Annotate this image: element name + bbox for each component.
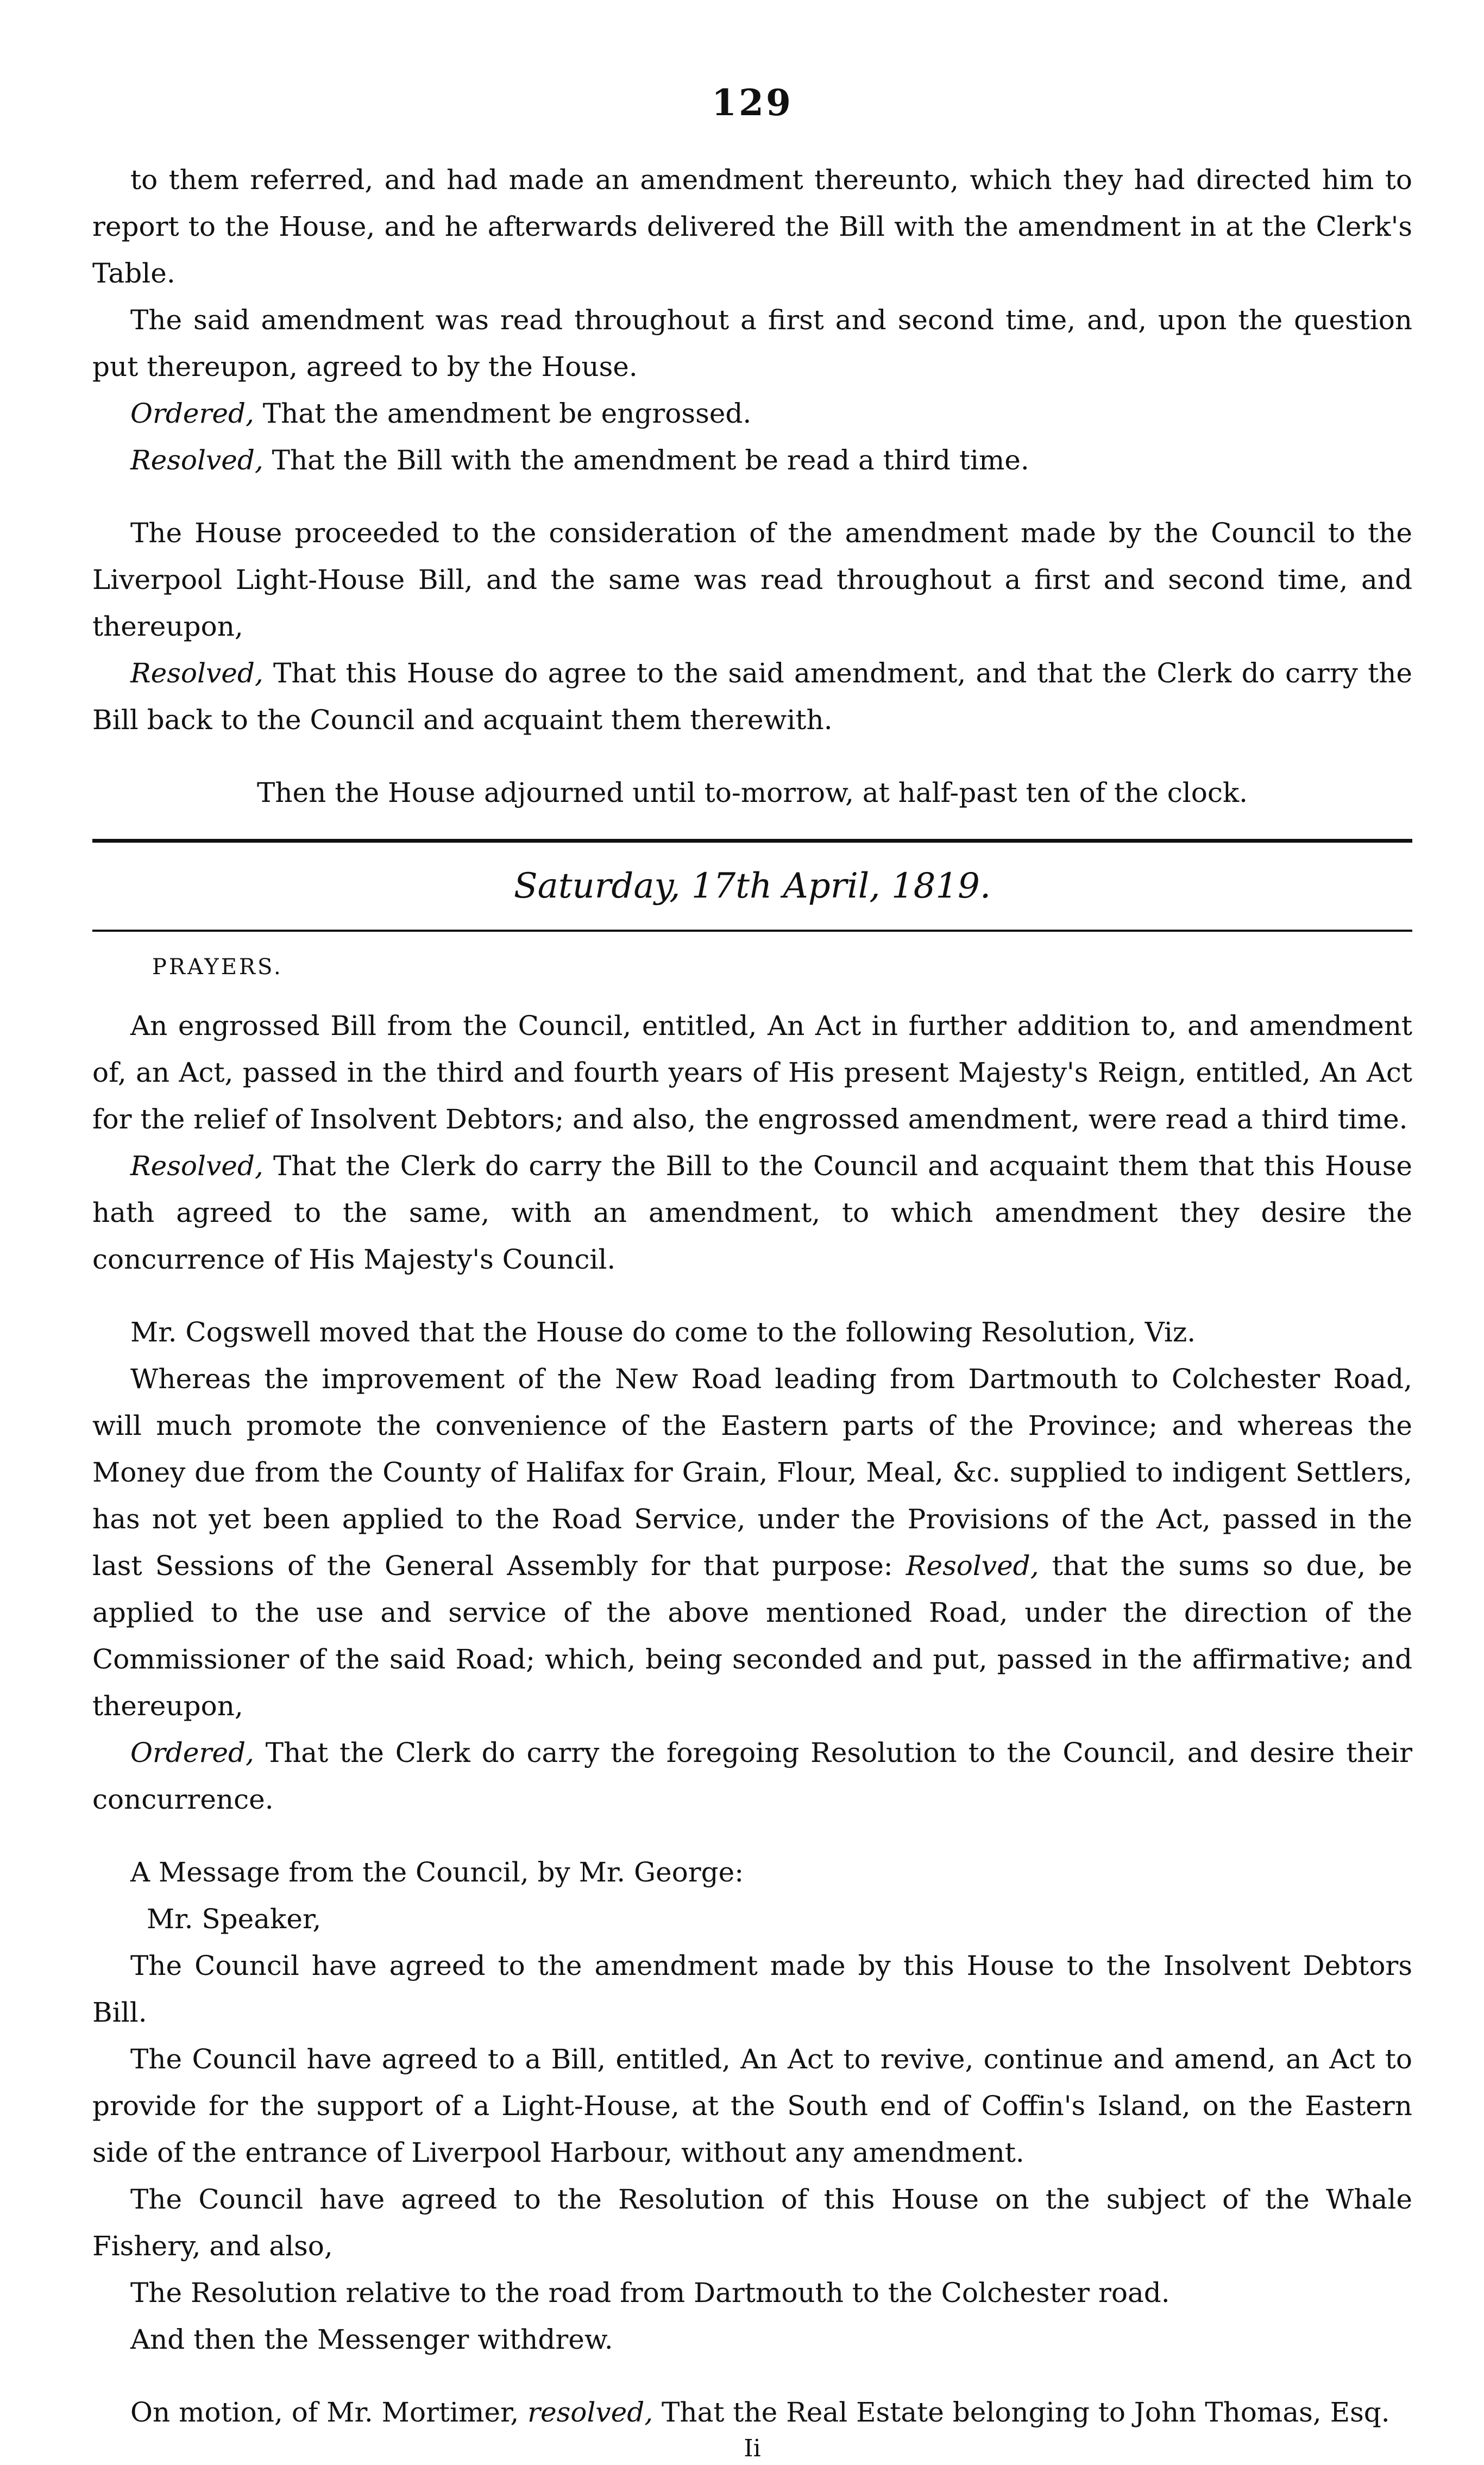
prayers-label: PRAYERS. xyxy=(152,955,283,980)
paragraph-text: And then the Messenger withdrew. xyxy=(130,2324,613,2355)
paragraph-text: The Council have agreed to the amendment made by this House to the Insolvent Debtors Bill. xyxy=(92,1950,1412,2028)
paragraph-q6 xyxy=(92,1849,1412,1896)
paragraph-q4 xyxy=(92,1356,1412,1729)
paragraph-q1 xyxy=(92,1002,1412,1143)
proceedings-continued xyxy=(92,156,1412,816)
paragraph-text: On motion, of Mr. Mortimer, xyxy=(130,2397,528,2428)
paragraph-q7 xyxy=(92,1896,1412,1942)
paragraph-q11 xyxy=(92,2269,1412,2316)
paragraph-text: The said amendment was read throughout a first and second time, and, upon the question put thereupon, agreed to by the House. xyxy=(92,304,1412,382)
paragraph-q5 xyxy=(92,1729,1412,1823)
paragraph-q10 xyxy=(92,2176,1412,2269)
paragraph-text: Ordered, xyxy=(130,398,254,429)
paragraph-text: to them referred, and had made an amendment thereunto, which they had directed him to report to the House, and he afterwards delivered the Bill with the amendment in at the Clerk's Table. xyxy=(92,164,1412,289)
paragraph-text: The House proceeded to the consideration of the amendment made by the Council to the Liverpool Light-House Bill, and the same was read throughout a first and second time, and thereupon, xyxy=(92,517,1412,642)
date-heading: Saturday, 17th April, 1819. xyxy=(513,866,991,906)
page-number: 129 xyxy=(712,81,793,124)
paragraph-text: Whereas the improvement of the New Road leading from Dartmouth to Colchester Road, will much promote the convenience of the Eastern parts of the Province; and whereas the Money due from the County of Halifax for Grain, Flour, Meal, &c. supplied to indigent Settlers, has not yet been applied to the Road Service, under the Provisions of the Act, passed in the last Sessions of the General Assembly for that purpose: xyxy=(92,1363,1412,1582)
paragraph-text: Resolved, xyxy=(906,1550,1039,1582)
paragraph-text: Ordered, xyxy=(130,1737,254,1768)
paragraph-text: A Message from the Council, by Mr. George: xyxy=(130,1856,744,1888)
paragraph-q8 xyxy=(92,1942,1412,2036)
paragraph-text: Mr. Speaker, xyxy=(147,1903,322,1935)
paragraph-text: Resolved, xyxy=(130,657,263,689)
paragraph-text: Resolved, xyxy=(130,1150,263,1182)
paragraph-p1 xyxy=(92,156,1412,297)
paragraph-q3 xyxy=(92,1309,1412,1356)
signature-mark: Ii xyxy=(744,2435,761,2462)
paragraph-q13 xyxy=(92,2389,1412,2436)
paragraph-text: That the Clerk do carry the foregoing Resolution to the Council, and desire their concurrence. xyxy=(92,1737,1412,1815)
proceedings-saturday xyxy=(92,1002,1412,2436)
paragraph-p2 xyxy=(92,297,1412,390)
paragraph-p3 xyxy=(92,390,1412,437)
paragraph-text: That the Clerk do carry the Bill to the Council and acquaint them that this House hath agreed to the same, with an amendment, to which amendment they desire the concurrence of His Majesty's Council. xyxy=(92,1150,1412,1275)
paragraph-text: The Council have agreed to a Bill, entitled, An Act to revive, continue and amend, an Act to provide for the support of a Light-House, at the South end of Coffin's Island, on the Eastern side of the entrance of Liverpool Harbour, without any amendment. xyxy=(92,2043,1412,2168)
paragraph-q9 xyxy=(92,2036,1412,2176)
paragraph-text: Resolved, xyxy=(130,444,263,476)
paragraph-text: That the Bill with the amendment be read a third time. xyxy=(263,444,1029,476)
paragraph-text: Then the House adjourned until to-morrow, at half-past ten of the clock. xyxy=(256,777,1248,808)
section-divider-bottom xyxy=(92,930,1412,932)
paragraph-text: The Council have agreed to the Resolution of this House on the subject of the Whale Fishery, and also, xyxy=(92,2184,1412,2262)
paragraph-text: An engrossed Bill from the Council, entitled, An Act in further addition to, and amendment of, an Act, passed in the third and fourth years of His present Majesty's Reign, entitled, An Act for the relief of Insolvent Debtors; and also, the engrossed amendment, were read a third time. xyxy=(92,1010,1412,1135)
paragraph-q12 xyxy=(92,2316,1412,2363)
paragraph-text: That this House do agree to the said amendment, and that the Clerk do carry the Bill back to the Council and acquaint them therewith. xyxy=(92,657,1412,736)
paragraph-text: The Resolution relative to the road from Dartmouth to the Colchester road. xyxy=(130,2277,1170,2309)
paragraph-text: that the sums so due, be applied to the use and service of the above mentioned Road, under the direction of the Commissioner of the said Road; which, being seconded and put, passed in the affirmative; and thereupon, xyxy=(92,1550,1412,1722)
paragraph-p4 xyxy=(92,437,1412,484)
paragraph-text: Mr. Cogswell moved that the House do come to the following Resolution, Viz. xyxy=(130,1316,1196,1348)
paragraph-text: That the Real Estate belonging to John Thomas, Esq. xyxy=(653,2397,1390,2428)
paragraph-text: resolved, xyxy=(527,2397,653,2428)
paragraph-text: That the amendment be engrossed. xyxy=(254,398,752,429)
section-divider-top xyxy=(92,839,1412,843)
journal-page xyxy=(92,81,1412,2462)
paragraph-p6 xyxy=(92,650,1412,743)
paragraph-p5 xyxy=(92,510,1412,650)
paragraph-q2 xyxy=(92,1143,1412,1283)
paragraph-p7 xyxy=(92,769,1412,816)
